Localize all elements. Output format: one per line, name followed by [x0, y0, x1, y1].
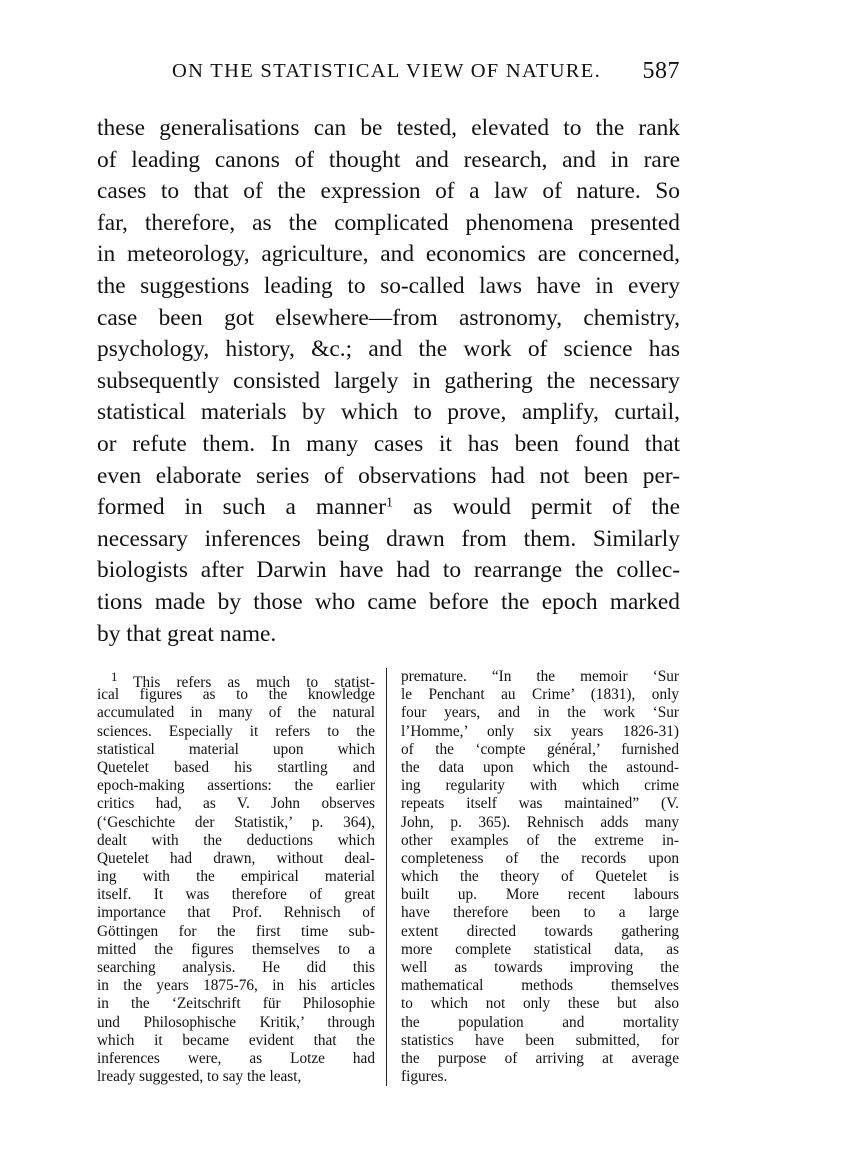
- body-line: cases to that of the expression of a law of nature. So: [97, 178, 680, 205]
- footnote-line-text: in the ‘Zeitschrift für Philosophie: [97, 995, 375, 1013]
- footnote-line-text: premature. “In the memoir ‘Sur: [401, 668, 679, 685]
- body-line: or refute them. In many cases it has been found that: [97, 430, 680, 457]
- footnote-line-text: Quetelet had drawn, without deal-: [97, 849, 375, 867]
- footnote-line: [97, 923, 375, 941]
- footnote-line: [97, 704, 375, 722]
- footnote-line-text: dealt with the deductions which: [97, 831, 375, 849]
- footnote-line-text: ing regularity with which crime: [401, 777, 679, 795]
- footnote-line: [97, 904, 375, 922]
- body-line: far, therefore, as the complicated phenomena presented: [97, 209, 680, 236]
- footnote-line-text: (‘Geschichte der Statistik,’ p. 364),: [97, 813, 375, 831]
- body-line-start: formed in such a manner: [97, 494, 387, 521]
- footnote-line-text: accumulated in many of the natural: [97, 704, 375, 722]
- footnote-line-text: built up. More recent labours: [401, 886, 679, 904]
- body-line: case been got elsewhere—from astronomy, chemistry,: [97, 304, 680, 331]
- footnote-line: [401, 959, 679, 977]
- footnote-line-text: inferences were, as Lotze had: [97, 1049, 375, 1067]
- footnote-line-text: importance that Prof. Rehnisch of: [97, 904, 375, 922]
- footnote-line: [401, 1050, 679, 1068]
- footnote-line-text: the purpose of arriving at average: [401, 1049, 679, 1067]
- footnote-line: [97, 741, 375, 759]
- footnote-line-text: searching analysis. He did this: [97, 959, 375, 976]
- footnote-line-text: to which not only these but also: [401, 995, 679, 1013]
- footnote-line-text: have therefore been to a large: [401, 904, 679, 922]
- footnote-line-text: the data upon which the astound-: [401, 758, 679, 776]
- footnote-line: [401, 850, 679, 868]
- body-line-with-footnote-mark: [97, 492, 680, 524]
- footnote-line: [401, 904, 679, 922]
- footnote-line: [401, 741, 679, 759]
- footnote-line: [401, 795, 679, 813]
- footnote-line: [401, 977, 679, 995]
- footnote-line: [97, 995, 375, 1013]
- body-line: necessary inferences being drawn from them. Similarly: [97, 525, 680, 552]
- footnote-line-text: repeats itself was maintained” (V.: [401, 795, 679, 813]
- footnote-line: [97, 886, 375, 904]
- footnote-line-text: l’Homme,’ only six years 1826-31): [401, 722, 679, 740]
- footnote-line-text: itself. It was therefore of great: [97, 886, 375, 904]
- footnote-line: [401, 886, 679, 904]
- footnote-line: [401, 832, 679, 850]
- body-line: subsequently consisted largely in gathering the necessary: [97, 367, 680, 394]
- footnote-line-text: in the years 1875-76, in his articles: [97, 977, 375, 995]
- footnote-line: [401, 1014, 679, 1032]
- footnote-line: [97, 795, 375, 813]
- footnote-line: [97, 832, 375, 850]
- footnote-line-text: le Penchant au Crime’ (1831), only: [401, 686, 679, 704]
- body-line: these generalisations can be tested, elevated to the rank: [97, 115, 680, 141]
- footnote-line-text: well as towards improving the: [401, 959, 679, 976]
- footnote-line: [97, 1032, 375, 1050]
- footnote-line: [401, 941, 679, 959]
- body-line-end: as would permit of the: [393, 494, 680, 521]
- footnote-line: [97, 850, 375, 868]
- footnote-line: [401, 668, 679, 686]
- body-line: tions made by those who came before the epoch marked: [97, 588, 680, 615]
- footnote-line: [97, 723, 375, 741]
- footnote-line-text: more complete statistical data, as: [401, 940, 679, 958]
- running-title: ON THE STATISTICAL VIEW OF NATURE.: [172, 60, 602, 82]
- footnote-line: [401, 1068, 679, 1086]
- footnote-line-text: ing with the empirical material: [97, 868, 375, 886]
- footnote-line-text: mitted the figures themselves to a: [97, 940, 375, 958]
- footnote-line-text: extent directed towards gathering: [401, 922, 679, 940]
- footnote-line-text: statistical material upon which: [97, 740, 375, 758]
- footnote-line-text: completeness of the records upon: [401, 849, 679, 867]
- footnote-line: [401, 777, 679, 795]
- body-line: statistical materials by which to prove, amplify, curtail,: [97, 399, 680, 426]
- footnote-line-text: the population and mortality: [401, 1013, 679, 1031]
- body-line: biologists after Darwin have had to rearrange the collec-: [97, 557, 680, 584]
- footnote-line-text: other examples of the extreme in-: [401, 831, 679, 849]
- footnote-line-text: This refers as much to statist-: [117, 674, 375, 692]
- footnote-line-text: which the theory of Quetelet is: [401, 868, 679, 886]
- body-line: even elaborate series of observations had not been per-: [97, 462, 680, 489]
- footnote-line: [401, 686, 679, 704]
- footnote-line: [97, 668, 375, 692]
- footnote-line-text: und Philosophische Kritik,’ through: [97, 1013, 375, 1031]
- footnote-line-text: of the ‘compte général,’ furnished: [401, 740, 679, 758]
- footnote-area: [97, 668, 680, 1088]
- footnote-line: [401, 723, 679, 741]
- footnote-line: [97, 1068, 375, 1086]
- footnote-line: [97, 1014, 375, 1032]
- footnote-line: [401, 995, 679, 1013]
- page-number: 587: [642, 58, 680, 84]
- footnote-line-text: figures.: [401, 1068, 448, 1086]
- footnote-line-text: sciences. Especially it refers to the: [97, 722, 375, 740]
- footnote-line: [401, 868, 679, 886]
- footnote-line: [97, 977, 375, 995]
- footnote-line: [401, 1032, 679, 1050]
- body-line: in meteorology, agriculture, and economics are concerned,: [97, 241, 680, 268]
- body-line: by that great name.: [97, 620, 277, 647]
- footnote-column-left: [97, 668, 375, 1086]
- footnote-line: [401, 704, 679, 722]
- body-line: psychology, history, &c.; and the work of science has: [97, 336, 680, 363]
- footnote-line-text: ical figures as to the knowledge: [97, 686, 375, 704]
- footnote-line: [401, 759, 679, 777]
- column-divider: [386, 668, 387, 1086]
- footnote-marker: 1: [111, 670, 118, 684]
- footnote-line: [97, 959, 375, 977]
- footnote-line-text: four years, and in the work ‘Sur: [401, 704, 679, 722]
- footnote-line: [97, 868, 375, 886]
- footnote-line-text: Quetelet based his startling and: [97, 758, 375, 776]
- footnote-line-text: Göttingen for the first time sub-: [97, 922, 375, 940]
- footnote-line-text: critics had, as V. John observes: [97, 795, 375, 813]
- body-line: of leading canons of thought and research, and in rare: [97, 146, 680, 173]
- footnote-line-text: which it became evident that the: [97, 1031, 375, 1049]
- footnote-reference-mark[interactable]: 1: [386, 494, 394, 511]
- footnote-line-text: epoch-making assertions: the earlier: [97, 777, 375, 795]
- footnote-line-text: statistics have been submitted, for: [401, 1031, 679, 1049]
- footnote-line-text: John, p. 365). Rehnisch adds many: [401, 813, 679, 831]
- body-text: [97, 113, 680, 650]
- footnote-line: [97, 1050, 375, 1068]
- footnote-line-text: lready suggested, to say the least,: [97, 1068, 302, 1086]
- footnote-line: [97, 814, 375, 832]
- footnote-line: [97, 686, 375, 704]
- footnote-line: [97, 759, 375, 777]
- footnote-line: [401, 923, 679, 941]
- footnote-line: [401, 814, 679, 832]
- footnote-line-text: mathematical methods themselves: [401, 977, 679, 995]
- body-line: the suggestions leading to so-called laws have in every: [97, 272, 680, 299]
- footnote-column-right: [401, 668, 679, 1086]
- footnote-line: [97, 941, 375, 959]
- footnote-line: [97, 777, 375, 795]
- running-header: [172, 60, 680, 90]
